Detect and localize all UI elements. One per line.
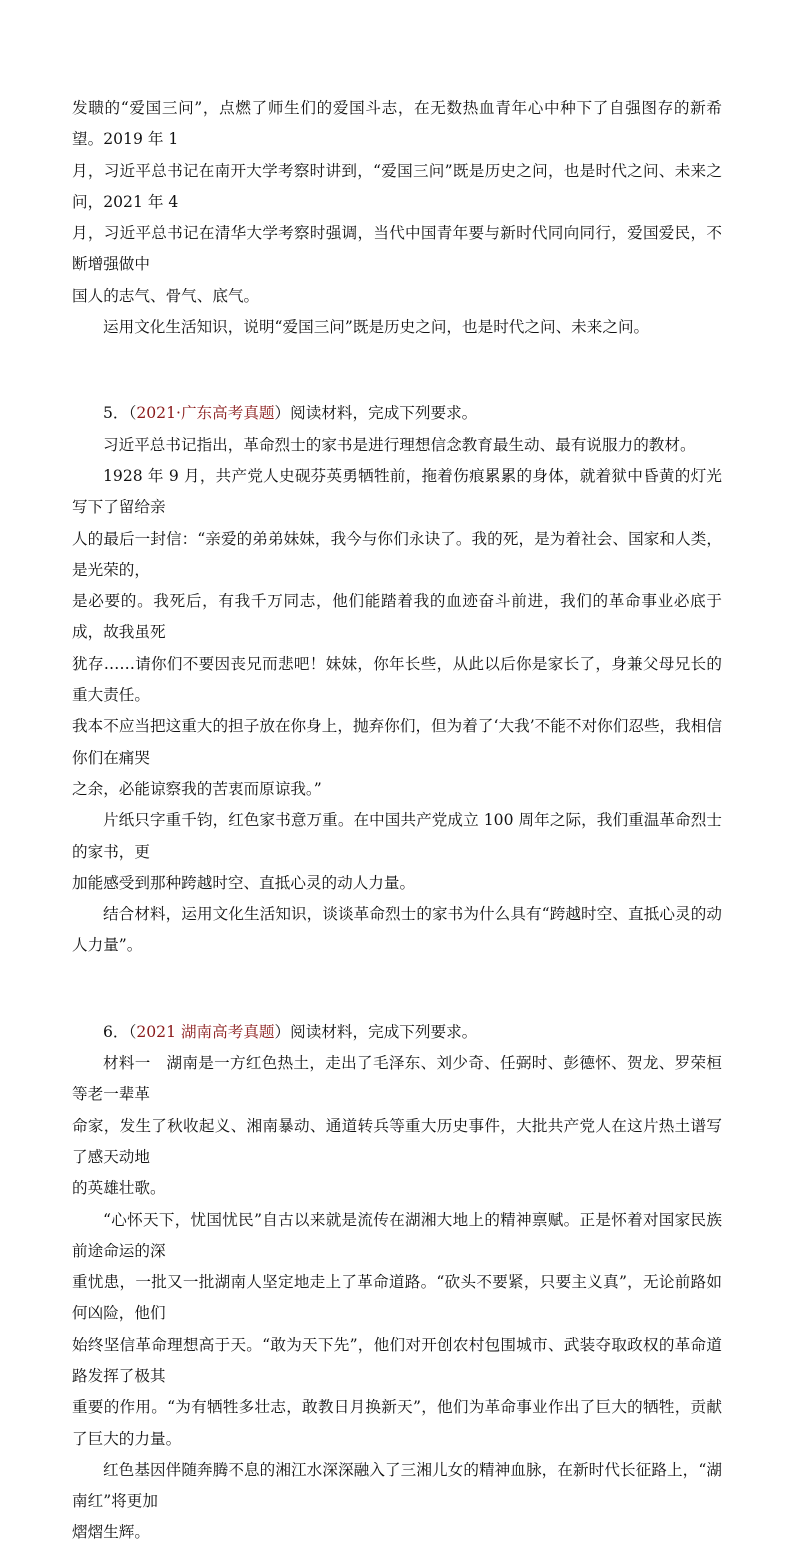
q5-paragraph-1: 习近平总书记指出，革命烈士的家书是进行理想信念教育最生动、最有说服力的教材。 — [103, 435, 696, 454]
q5-question: 结合材料，运用文化生活知识，谈谈革命烈士的家书为什么具有“跨越时空、直抵心灵的动人力量”。 — [72, 905, 722, 955]
q5-number: 5． — [103, 404, 129, 423]
spacer — [72, 962, 722, 1017]
text-line: 月，习近平总书记在南开大学考察时讲到，“爱国三问”既是历史之问，也是时代之问、未来之问，2021 年 4 — [72, 161, 722, 211]
q6-source-open: （ — [128, 1022, 137, 1041]
text-line: 1928 年 9 月，共产党人史砚芬英勇牺牲前，拖着伤痕累累的身体，就着狱中昏黄的灯光写下了留给亲 — [72, 466, 722, 517]
text-line: 之余，必能谅察我的苦衷而原谅我。” — [72, 779, 322, 798]
intro-paragraph — [72, 93, 722, 312]
q6-material-1 — [72, 1048, 722, 1204]
text-line: 命家，发生了秋收起义、湘南暴动、通道转兵等重大历史事件，大批共产党人在这片热土谱写了感天动地 — [72, 1116, 722, 1166]
text-line: 人的最后一封信：“亲爱的弟弟妹妹，我今与你们永诀了。我的死，是为着社会、国家和人类，是光荣的， — [72, 529, 722, 579]
q5-source-close: ） — [274, 404, 291, 423]
q5-source: 2021·广东高考真题 — [136, 404, 275, 423]
text-line: 的英雄壮歌。 — [72, 1179, 166, 1198]
q6-material-3 — [72, 1455, 722, 1549]
q6-instruction: 阅读材料，完成下列要求。 — [290, 1022, 478, 1041]
text-line: 红色基因伴随奔腾不息的湘江水深深融入了三湘儿女的精神血脉，在新时代长征路上，“湖南红”将更加 — [72, 1460, 722, 1511]
text-line: 重忧患，一批又一批湖南人坚定地走上了革命道路。“砍头不要紧，只要主义真”，无论前路如何凶险，他们 — [72, 1273, 722, 1323]
q5-source-open: （ — [128, 404, 137, 423]
text-line: 始终坚信革命理想高于天。“敢为天下先”，他们对开创农村包围城市、武装夺取政权的革命道路发挥了极其 — [72, 1335, 722, 1385]
q5-paragraph-3 — [72, 805, 722, 899]
q6-heading — [72, 1017, 722, 1048]
text-line: 片纸只字重千钧，红色家书意万重。在中国共产党成立 100 周年之际，我们重温革命烈士的家书，更 — [72, 811, 722, 861]
text-line: 犹存……请你们不要因丧兄而悲吧！妹妹，你年长些，从此以后你是家长了，身兼父母兄长的重大责任。 — [72, 654, 722, 705]
text-line: 是必要的。我死后，有我千万同志，他们能踏着我的血迹奋斗前进，我们的革命事业必底于成，故我虽死 — [72, 592, 722, 642]
spacer — [72, 343, 722, 398]
intro-question: 运用文化生活知识，说明“爱国三问”既是历史之问，也是时代之问、未来之问。 — [103, 318, 650, 337]
text-line: 材料一 湖南是一方红色热土，走出了毛泽东、刘少奇、任弼时、彭德怀、贺龙、罗荣桓等老一辈革 — [72, 1054, 722, 1104]
text-line: “心怀天下，忧国忧民”自古以来就是流传在湖湘大地上的精神禀赋。正是怀着对国家民族前途命运的深 — [72, 1210, 722, 1260]
q5-heading — [72, 398, 722, 429]
text-line: 我本不应当把这重大的担子放在你身上，抛弃你们，但为着了‘大我’不能不对你们忍些，我相信你们在痛哭 — [72, 717, 722, 767]
q5-paragraph-2 — [72, 461, 722, 805]
q6-source: 2021 湖南高考真题 — [136, 1022, 275, 1041]
text-line: 国人的志气、骨气、底气。 — [72, 286, 260, 305]
text-line: 重要的作用。“为有牺牲多壮志，敢教日月换新天”，他们为革命事业作出了巨大的牺牲，贡献了巨大的力量。 — [72, 1398, 722, 1448]
q5-instruction: 阅读材料，完成下列要求。 — [290, 404, 478, 423]
text-line: 加能感受到那种跨越时空、直抵心灵的动人力量。 — [72, 873, 416, 892]
text-line: 月，习近平总书记在清华大学考察时强调，当代中国青年要与新时代同向同行，爱国爱民，不断增强做中 — [72, 224, 722, 274]
q6-number: 6． — [103, 1022, 129, 1041]
text-line: 熠熠生辉。 — [72, 1523, 150, 1542]
q6-material-2 — [72, 1205, 722, 1455]
q6-source-close: ） — [274, 1022, 291, 1041]
text-line: 发聩的“爱国三问”，点燃了师生们的爱国斗志，在无数热血青年心中种下了自强图存的新希望。2019 年 1 — [72, 99, 722, 149]
